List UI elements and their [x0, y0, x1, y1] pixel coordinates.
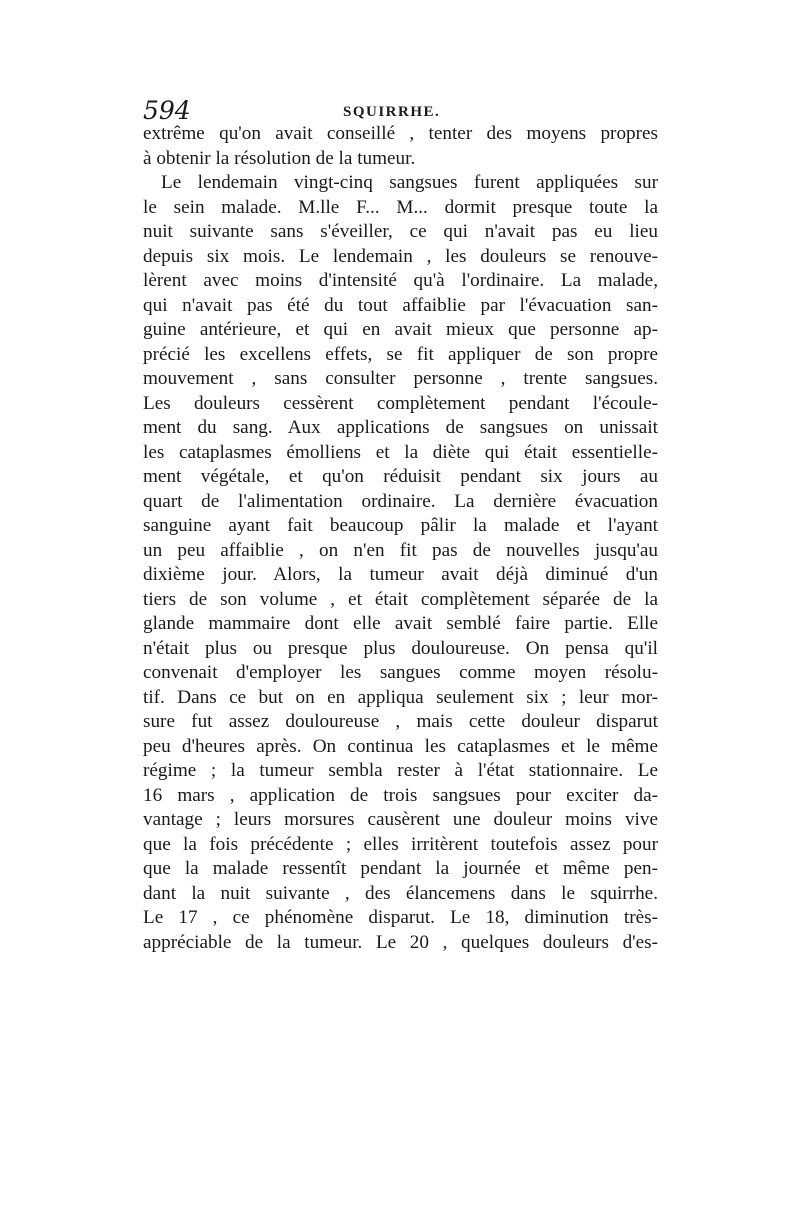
- text-line: tif. Dans ce but on en appliqua seulement six ; leur mor-: [143, 686, 658, 708]
- text-line: régime ; la tumeur sembla rester à l'état stationnaire. Le: [143, 760, 658, 781]
- text-line: Le lendemain vingt-cinq sangsues furent appliquées sur: [161, 172, 658, 193]
- text-line: sure fut assez douloureuse , mais cette douleur disparut: [143, 711, 658, 732]
- text-line: ment végétale, et qu'on réduisit pendant six jours au: [143, 466, 658, 487]
- text-line: précié les excellens effets, se fit appliquer de son propre: [143, 343, 658, 365]
- text-line: dant la nuit suivante , des élancemens dans le squirrhe.: [143, 882, 658, 904]
- body-text: [143, 122, 658, 955]
- text-line: à obtenir la résolution de la tumeur.: [143, 147, 416, 169]
- text-line: Le 17 , ce phénomène disparut. Le 18, diminution très-: [143, 907, 658, 928]
- text-line: dixième jour. Alors, la tumeur avait déjà diminué d'un: [143, 564, 658, 585]
- text-line: peu d'heures après. On continua les cataplasmes et le même: [143, 735, 658, 757]
- text-line: les cataplasmes émolliens et la diète qui était essentielle-: [143, 441, 658, 463]
- text-line: mouvement , sans consulter personne , trente sangsues.: [143, 368, 658, 389]
- text-line: vantage ; leurs morsures causèrent une douleur moins vive: [143, 809, 658, 830]
- text-line: tiers de son volume , et était complètement séparée de la: [143, 588, 658, 610]
- page-number: 594: [143, 96, 191, 125]
- text-line: le sein malade. M.lle F... M... dormit presque toute la: [143, 196, 658, 218]
- text-line: que la fois précédente ; elles irritèrent toutefois assez pour: [143, 833, 658, 855]
- running-head: SQUIRRHE.: [343, 104, 441, 120]
- text-line: sanguine ayant fait beaucoup pâlir la malade et l'ayant: [143, 515, 658, 536]
- text-line: depuis six mois. Le lendemain , les douleurs se renouve-: [143, 245, 658, 267]
- text-line: convenait d'employer les sangues comme moyen résolu-: [143, 662, 658, 683]
- text-line: nuit suivante sans s'éveiller, ce qui n'avait pas eu lieu: [143, 221, 658, 242]
- text-line: lèrent avec moins d'intensité qu'à l'ordinaire. La malade,: [143, 270, 658, 291]
- text-line: appréciable de la tumeur. Le 20 , quelques douleurs d'es-: [143, 931, 658, 953]
- text-line: extrême qu'on avait conseillé , tenter des moyens propres: [143, 123, 658, 144]
- text-line: ment du sang. Aux applications de sangsues on unissait: [143, 417, 658, 438]
- text-line: Les douleurs cessèrent complètement pendant l'écoule-: [143, 392, 658, 414]
- text-line: qui n'avait pas été du tout affaiblie par l'évacuation san-: [143, 294, 658, 316]
- text-line: quart de l'alimentation ordinaire. La dernière évacuation: [143, 490, 658, 512]
- text-line: n'était plus ou presque plus douloureuse. On pensa qu'il: [143, 637, 658, 659]
- text-line: un peu affaiblie , on n'en fit pas de nouvelles jusqu'au: [143, 539, 658, 561]
- text-line: 16 mars , application de trois sangsues pour exciter da-: [143, 784, 658, 806]
- text-line: que la malade ressentît pendant la journée et même pen-: [143, 858, 658, 879]
- text-line: guine antérieure, et qui en avait mieux que personne ap-: [143, 319, 658, 340]
- text-line: glande mammaire dont elle avait semblé faire partie. Elle: [143, 613, 658, 634]
